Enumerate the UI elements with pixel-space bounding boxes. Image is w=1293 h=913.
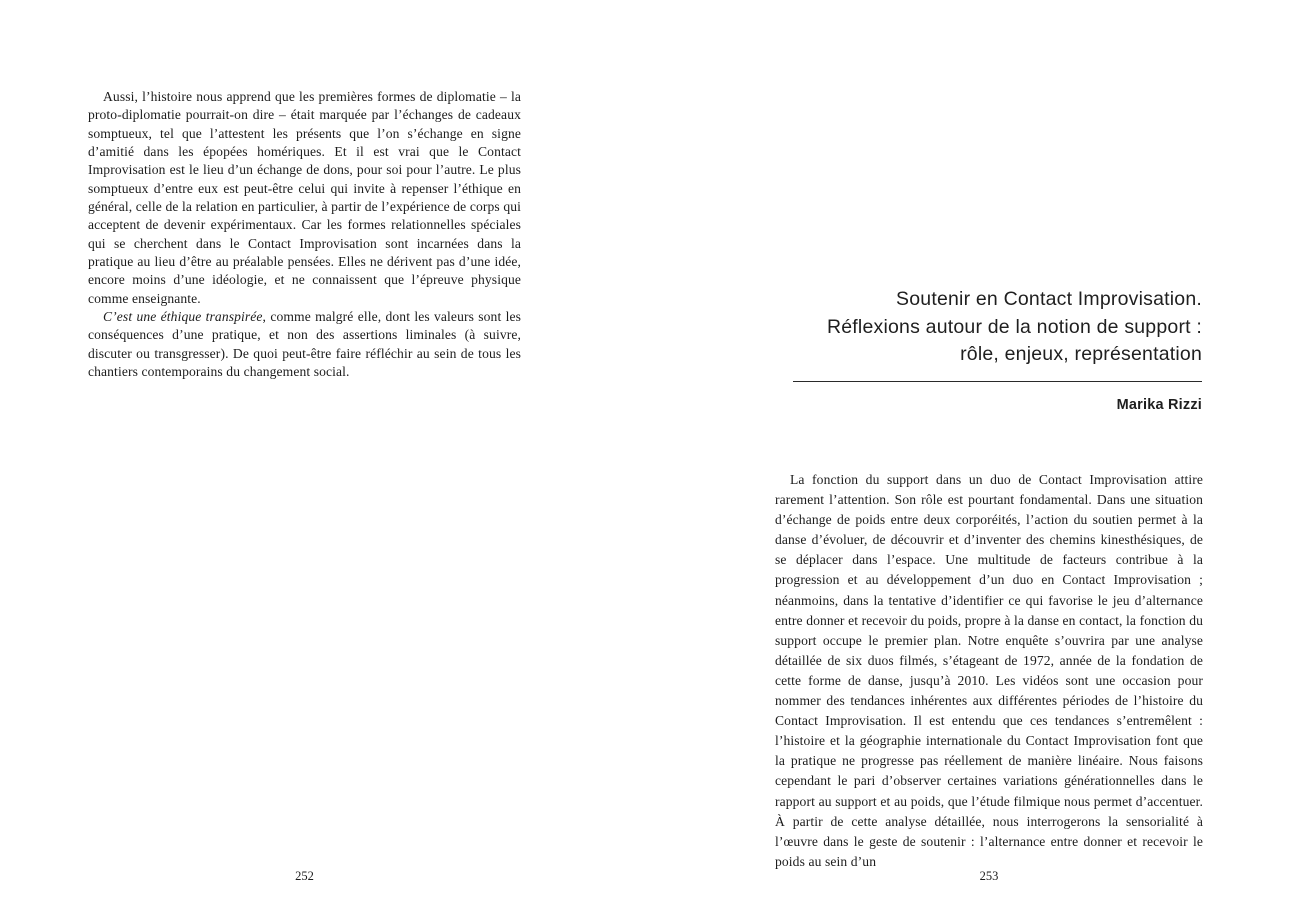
body-paragraph	[88, 308, 521, 381]
left-text-block	[88, 88, 521, 382]
left-page	[0, 0, 646, 913]
body-paragraph: Aussi, l’histoire nous apprend que les premières formes de diplomatie – la proto-diplomatie pourrait-on dire – était marquée par l’échanges de cadeaux somptueux, tel que l’attestent les présents que l’on s’échange en signe d’amitié dans les épopées homériques. Et il est vrai que le Contact Improvisation est le lieu d’un échange de dons, pour soi pour l’autre. Le plus somptueux d’entre eux est peut-être celui qui invite à repenser l’éthique en général, celle de la relation en particulier, à partir de l’expérience de corps qui acceptent de devenir expérimentaux. Car les formes relationnelles spéciales qui se cherchent dans le Contact Improvisation sont incarnées dans la pratique au lieu d’être au préalable pensées. Elles ne dérivent pas d’une idée, encore moins d’une idéologie, et ne connaissent que l’épreuve physique comme enseignante.	[88, 89, 521, 306]
body-paragraph: La fonction du support dans un duo de Contact Improvisation attire rarement l’attention. Son rôle est pourtant fondamental. Dans une situation d’échange de poids entre deux corporéités, l’action du soutien permet à la danse d’évoluer, de découvrir et d’inventer des chemins kinesthésiques, de se déplacer dans l’espace. Une multitude de facteurs contribue à la progression et au développement d’un duo en Contact Improvisation ; néanmoins, dans la tentative d’identifier ce qui favorise le jeu d’alternance entre donner et recevoir du poids, propre à la danse en contact, la fonction du support occupe le premier plan. Notre enquête s’ouvrira par une analyse détaillée de six duos filmés, s’étageant de 1972, année de la fondation de cette forme de danse, jusqu’à 2010. Les vidéos sont une occasion pour nommer des tendances inhérentes aux différentes périodes de l’histoire du Contact Improvisation. Il est entendu que ces tendances s’entremêlent : l’histoire et la géographie internationale du Contact Improvisation font que la pratique ne progresse pas réellement de manière linéaire. Nous faisons cependant le pari d’observer certaines variations générationnelles dans le rapport au support et au poids, que l’étude filmique nous permet d’accentuer. À partir de cette analyse détaillée, nous interrogerons la sensorialité à l’œuvre dans le geste de soutenir : l’alternance entre donner et recevoir le poids au sein d’un	[775, 472, 1203, 869]
title-line: rôle, enjeux, représentation	[960, 343, 1202, 365]
right-page	[646, 0, 1293, 913]
page-number-left: 252	[295, 869, 314, 883]
title-line: Soutenir en Contact Improvisation.	[896, 288, 1202, 310]
right-text-block	[775, 470, 1203, 872]
page-number-right: 253	[979, 869, 999, 883]
author-name: Marika Rizzi	[1116, 397, 1202, 413]
chapter-title	[774, 286, 1202, 369]
divider-rule	[793, 381, 1202, 382]
title-line: Réflexions autour de la notion de support :	[826, 315, 1202, 338]
italic-lead: C’est une éthique transpirée	[103, 309, 263, 325]
paragraph-rest: , comme malgré elle, dont les valeurs sont les conséquences d’une pratique, et non des assertions liminales (à suivre, discuter ou transgresser). De quoi peut-être faire réfléchir au sein de tous les chantiers contemporains du changement social.	[88, 309, 521, 380]
